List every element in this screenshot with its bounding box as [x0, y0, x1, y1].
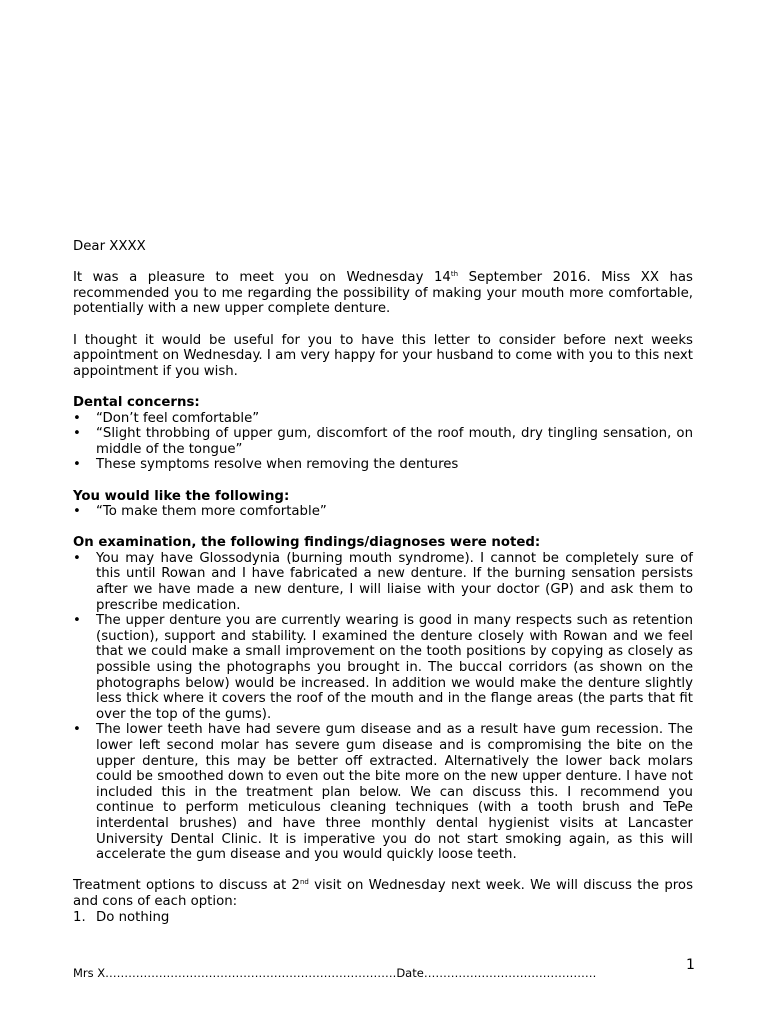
list-item	[73, 910, 693, 926]
section-heading-wishes: You would like the following:	[73, 488, 290, 504]
dental-concerns-list	[73, 411, 693, 473]
page-number: 1	[686, 957, 695, 973]
list-item: • “Slight throbbing of upper gum, discomfort of the roof mouth, dry tingling sensation, on middle of the tongue”	[73, 426, 693, 457]
wishes-list	[73, 504, 693, 520]
treatment-options-list	[73, 910, 693, 926]
intro-paragraph	[73, 270, 693, 317]
intro-text-end: September 2016. Miss XX has recommended you to me regarding the possibility of making your mouth more comfortable, potentially with a new upper complete denture.	[73, 270, 693, 317]
list-item: • “Don’t feel comfortable”	[73, 411, 693, 427]
ordinal-suffix: th	[450, 270, 459, 279]
section-heading-dental-concerns: Dental concerns:	[73, 394, 200, 410]
list-item: • You may have Glossodynia (burning mouth syndrome). I cannot be completely sure of this until Rowan and I have fabricated a new denture. If the burning sensation persists after we have made a new denture, I will liaise with your doctor (GP) and ask them to prescribe medication.	[73, 551, 693, 613]
salutation: Dear XXXX	[73, 239, 146, 254]
signature-line: Mrs X………………………………………………………………….Date………………………………………	[73, 966, 597, 980]
treatment-options-paragraph	[73, 878, 693, 909]
option-text: Do nothing	[96, 909, 170, 925]
list-item: • The lower teeth have had severe gum disease and as a result have gum recession. The lower left second molar has severe gum disease and is compromising the bite on the upper denture, this may be better off extracted. Alternatively the lower back molars could be smoothed down to even out the bite more on the new upper denture. I have not included this in the treatment plan below. We can discuss this. I recommend you continue to perform meticulous cleaning techniques (with a tooth brush and TePe interdental brushes) and have three monthly dental hygienist visits at Lancaster University Dental Clinic. It is imperative you do not start smoking again, as this will accelerate the gum disease and you would quickly loose teeth.	[73, 722, 693, 862]
ordinal-suffix: nd	[299, 878, 309, 887]
letter-body	[73, 239, 693, 925]
list-item: • These symptoms resolve when removing the dentures	[73, 457, 693, 473]
list-item: • “To make them more comfortable”	[73, 504, 693, 520]
list-item: • The upper denture you are currently wearing is good in many respects such as retention (suction), support and stability. I examined the denture closely with Rowan and we feel that we could make a small improvement on the tooth positions by copying as closely as possible using the photographs you brought in. The buccal corridors (as shown on the photographs below) would be increased. In addition we would make the denture slightly less thick where it covers the roof of the mouth and in the flange areas (the parts that fit over the top of the gums).	[73, 613, 693, 722]
section-heading-examination: On examination, the following findings/diagnoses were noted:	[73, 535, 541, 551]
treatment-text-start: Treatment options to discuss at 2	[73, 878, 300, 894]
treatment-text-end: visit on Wednesday next week. We will discuss the pros and cons of each option:	[73, 878, 693, 909]
option-number: 1.	[73, 909, 86, 925]
examination-findings-list	[73, 551, 693, 863]
intro-text-start: It was a pleasure to meet you on Wednesday 14	[73, 270, 451, 286]
appointment-paragraph: I thought it would be useful for you to have this letter to consider before next weeks appointment on Wednesday. I am very happy for your husband to come with you to this next appointment if you wish.	[73, 332, 693, 379]
